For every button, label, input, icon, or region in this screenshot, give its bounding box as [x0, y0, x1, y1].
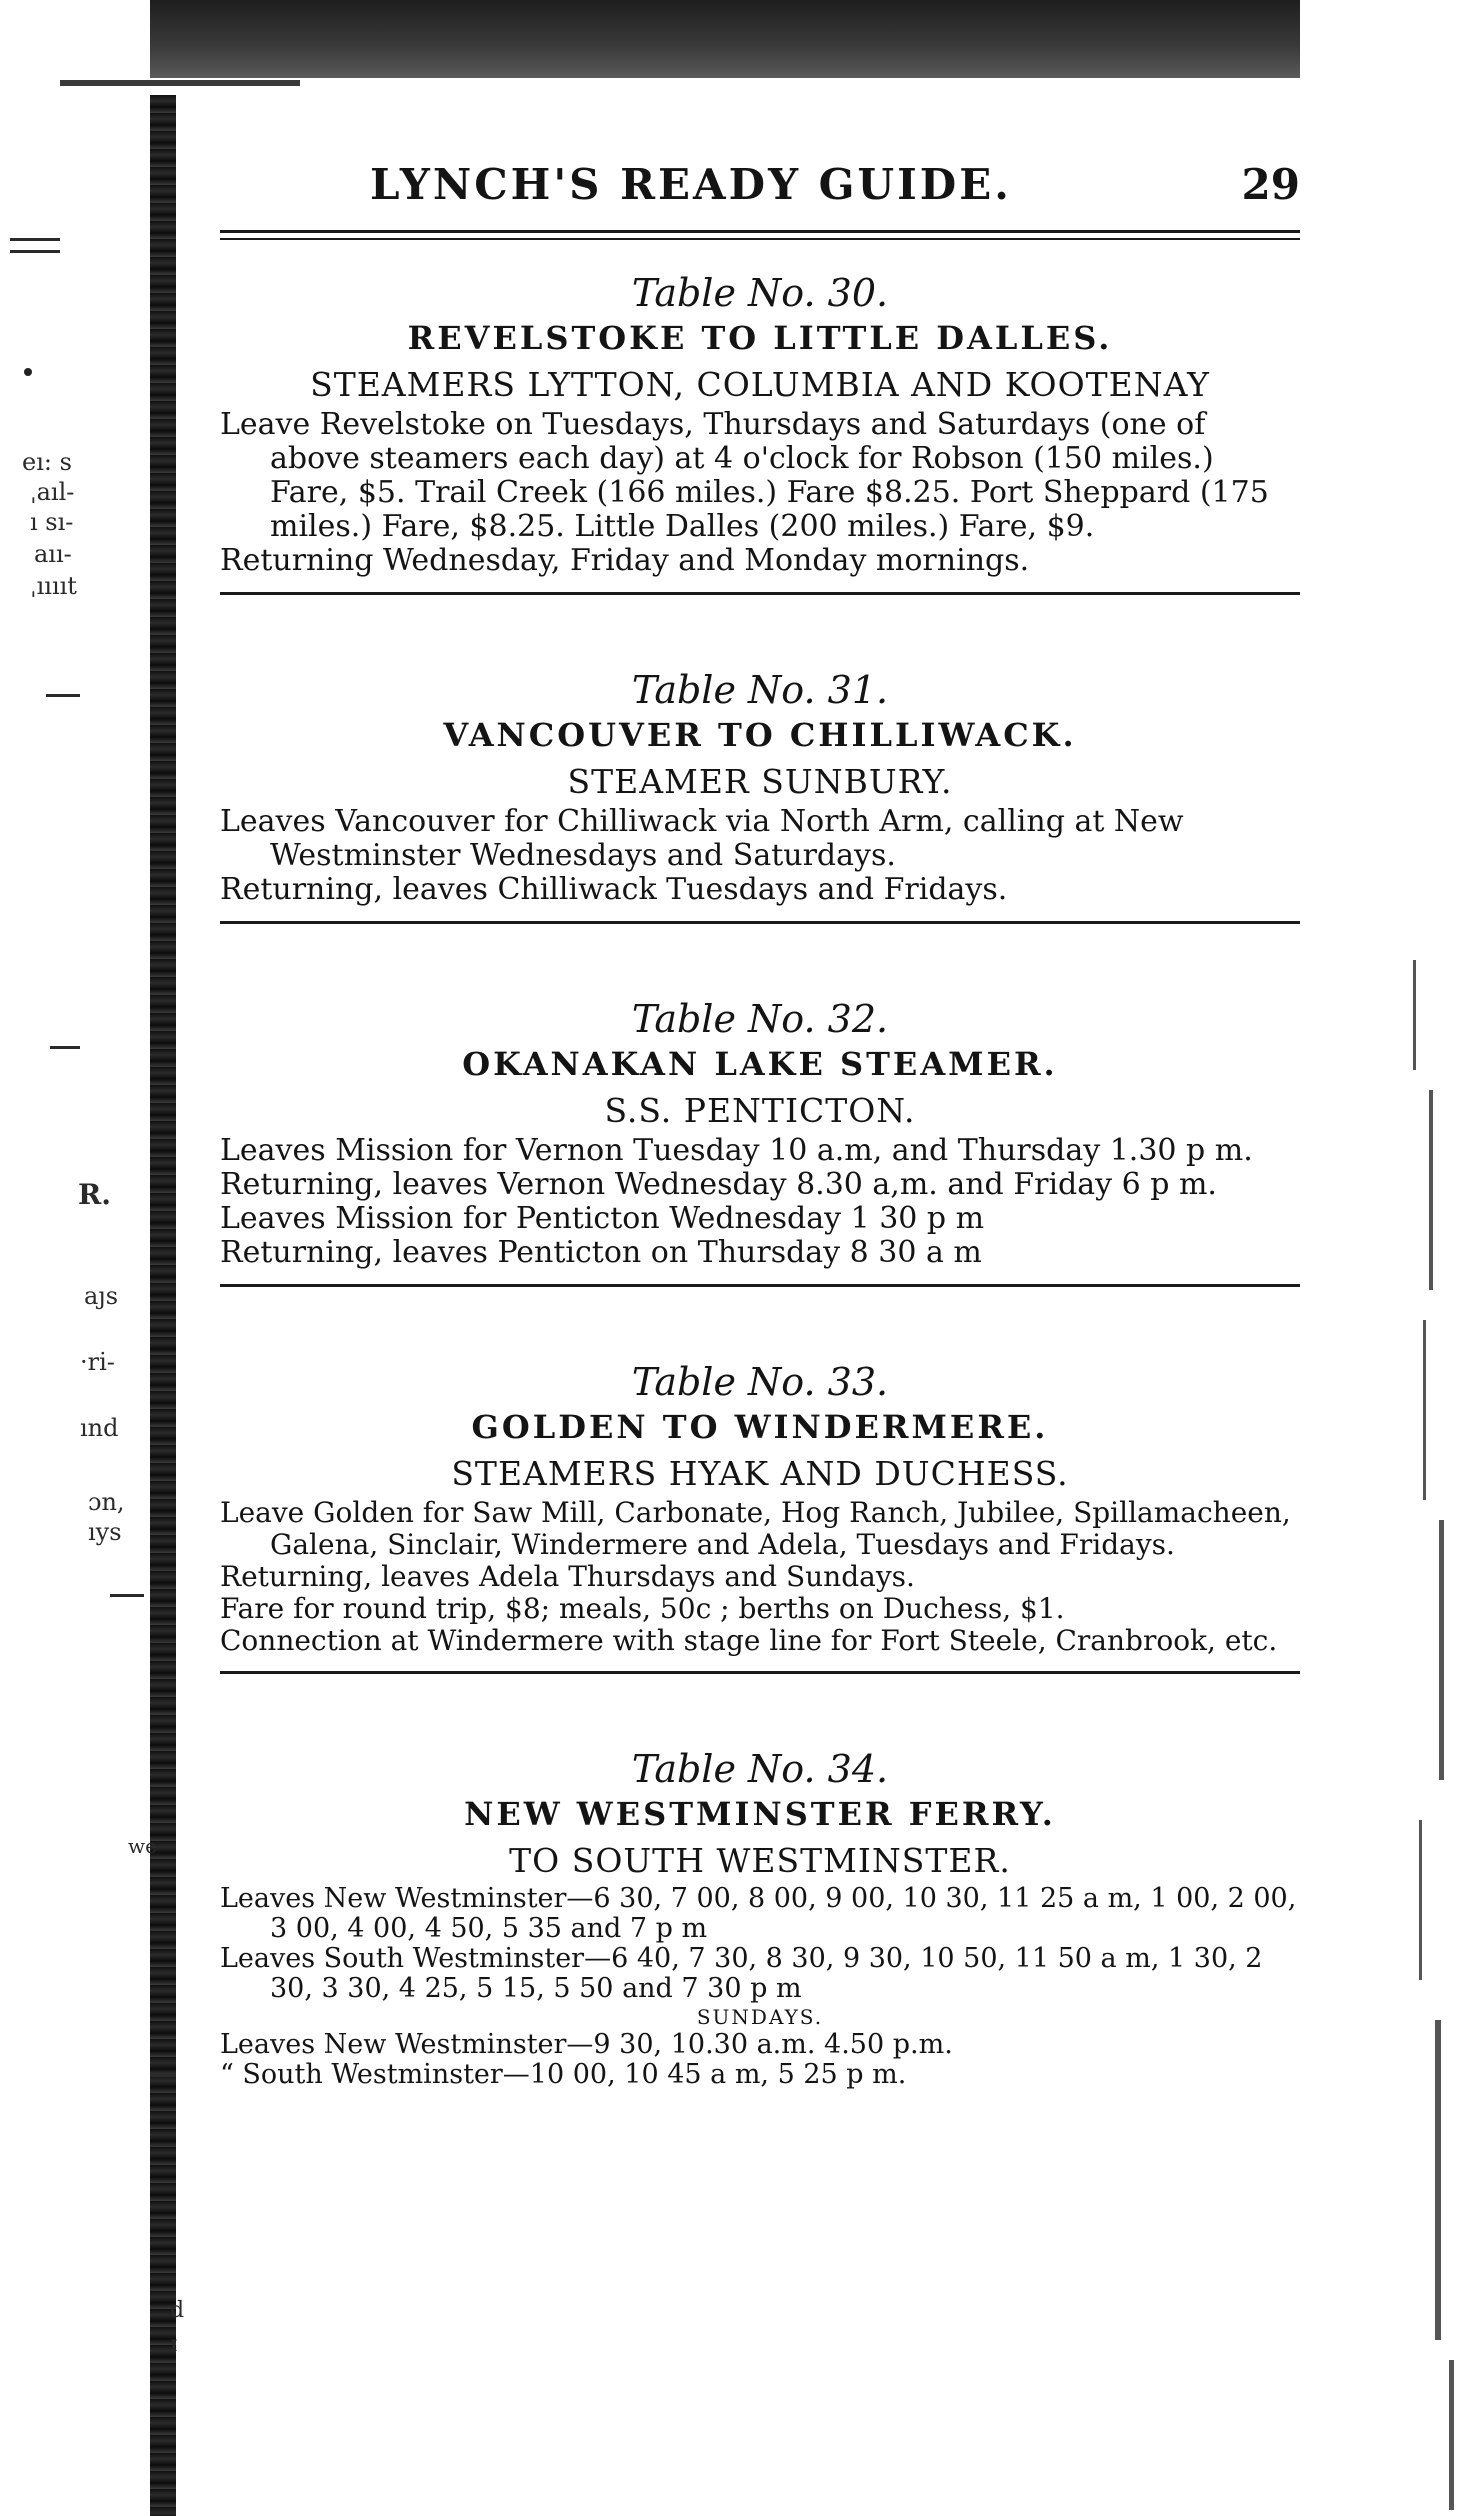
margin-fragment: ɔn, [88, 1488, 125, 1516]
margin-dot [24, 368, 32, 376]
schedule-entry: Leaves Mission for Penticton Wednesday 1 30 p m [220, 1201, 985, 1236]
margin-dash [10, 238, 60, 241]
margin-fragment: ı sı- [30, 508, 74, 536]
margin-dash [50, 1046, 80, 1049]
facing-page-fragments [0, 0, 185, 2516]
page-header [220, 150, 1300, 220]
margin-fragment: ˌııııt [30, 572, 77, 600]
schedule-entry: Leaves New Westminster—6 30, 7 00, 8 00, 9 00, 10 30, 11 25 a m, 1 00, 2 00, 3 00, 4 00, 4 50, 5 35 and 7 p m [220, 1883, 1297, 1944]
table-number: Table No. 34. [631, 1747, 889, 1791]
margin-dash [110, 1594, 144, 1597]
schedule-entry: Leaves South Westminster—6 40, 7 30, 8 30, 9 30, 10 50, 11 50 a m, 1 30, 2 30, 3 30, 4 25, 5 15, 5 50 and 7 30 p m [220, 1943, 1263, 2004]
schedule-entry: Leaves Vancouver for Chilliwack via North Arm, calling at New Westminster Wednesdays and Saturdays. [220, 804, 1184, 873]
vessel-name: STEAMERS LYTTON, COLUMBIA AND KOOTENAY [310, 365, 1210, 404]
margin-fragment: ıys [88, 1518, 122, 1546]
route-title: VANCOUVER TO CHILLIWACK. [443, 716, 1077, 754]
sundays-heading: SUNDAYS. [696, 2005, 824, 2029]
margin-fragment: ·ri- [80, 1348, 115, 1376]
scan-noise-right [1379, 960, 1479, 2516]
page-title: LYNCH'S READY GUIDE. [370, 160, 1012, 209]
table-number: Table No. 30. [631, 271, 889, 315]
schedule-entry: Returning, leaves Vernon Wednesday 8.30 a,m. and Friday 6 p m. [220, 1167, 1217, 1202]
schedule-entry: Leaves Mission for Vernon Tuesday 10 a.m, and Thursday 1.30 p m. [220, 1133, 1253, 1168]
margin-fragment: d [170, 2298, 185, 2323]
schedule-entry: Returning Wednesday, Friday and Monday mornings. [220, 543, 1030, 578]
schedule-entry: Returning, leaves Chilliwack Tuesdays and Fridays. [220, 872, 1008, 907]
schedule-entry: Returning, leaves Adela Thursdays and Sundays. [220, 1560, 915, 1593]
margin-fragment: we [128, 1834, 157, 1858]
table-number: Table No. 32. [631, 997, 889, 1041]
schedule-entry: Returning, leaves Penticton on Thursday 8 30 a m [220, 1235, 982, 1270]
margin-fragment: ınd [80, 1414, 119, 1442]
vessel-name: STEAMER SUNBURY. [567, 762, 953, 801]
schedule-entry: Leave Golden for Saw Mill, Carbonate, Hog Ranch, Jubilee, Spillamacheen, Galena, Sinclair, Windermere and Adela, Tuesdays and Fridays. [220, 1496, 1291, 1561]
table-34 [220, 1746, 1300, 2090]
route-title: REVELSTOKE TO LITTLE DALLES. [407, 319, 1113, 357]
margin-fragment: aıı- [34, 540, 72, 568]
scan-top-band [150, 0, 1300, 78]
page-number: 29 [1241, 160, 1300, 209]
table-number: Table No. 31. [631, 668, 889, 712]
page-spine-shadow [150, 95, 176, 2516]
margin-fragment: ˌaıl- [30, 478, 75, 506]
margin-dash [46, 694, 80, 697]
margin-fragment: R. [78, 1178, 112, 1211]
route-title: OKANAKAN LAKE STEAMER. [462, 1045, 1058, 1083]
vessel-name: STEAMERS HYAK AND DUCHESS. [451, 1454, 1069, 1493]
margin-dash [10, 250, 60, 253]
schedule-entry: Leave Revelstoke on Tuesdays, Thursdays and Saturdays (one of above steamers each day) at 4 o'clock for Robson (150 miles.) Fare, $5. Trail Creek (166 miles.) Fare $8.25. Port Sheppard (175 miles.) Fare, $8.25. Little Dalles (200 miles.) Fare, $9. [220, 407, 1269, 544]
guide-page [220, 150, 1300, 2090]
schedule-entry: Fare for round trip, $8; meals, 50c ; berths on Duchess, $1. [220, 1592, 1065, 1625]
margin-dash [150, 2074, 176, 2077]
table-31 [220, 667, 1300, 924]
table-number: Table No. 33. [631, 1360, 889, 1404]
schedule-entry: Leaves New Westminster—9 30, 10.30 a.m. 4.50 p.m. [220, 2029, 953, 2060]
route-title: NEW WESTMINSTER FERRY. [464, 1795, 1056, 1833]
route-title: GOLDEN TO WINDERMERE. [471, 1408, 1049, 1446]
schedule-entry: “ South Westminster—10 00, 10 45 a m, 5 25 p m. [220, 2059, 907, 2090]
margin-fragment: aȷs [84, 1282, 119, 1310]
schedule-entry: Connection at Windermere with stage line for Fort Steele, Cranbrook, etc. [220, 1624, 1278, 1657]
margin-fragment: eı: s [22, 448, 72, 476]
header-rule [220, 230, 1300, 240]
vessel-name: S.S. PENTICTON. [604, 1091, 916, 1130]
table-30 [220, 270, 1300, 595]
table-33 [220, 1359, 1300, 1674]
margin-fragment: ɪ [170, 2332, 178, 2357]
vessel-name: TO SOUTH WESTMINSTER. [509, 1841, 1011, 1880]
table-32 [220, 996, 1300, 1287]
